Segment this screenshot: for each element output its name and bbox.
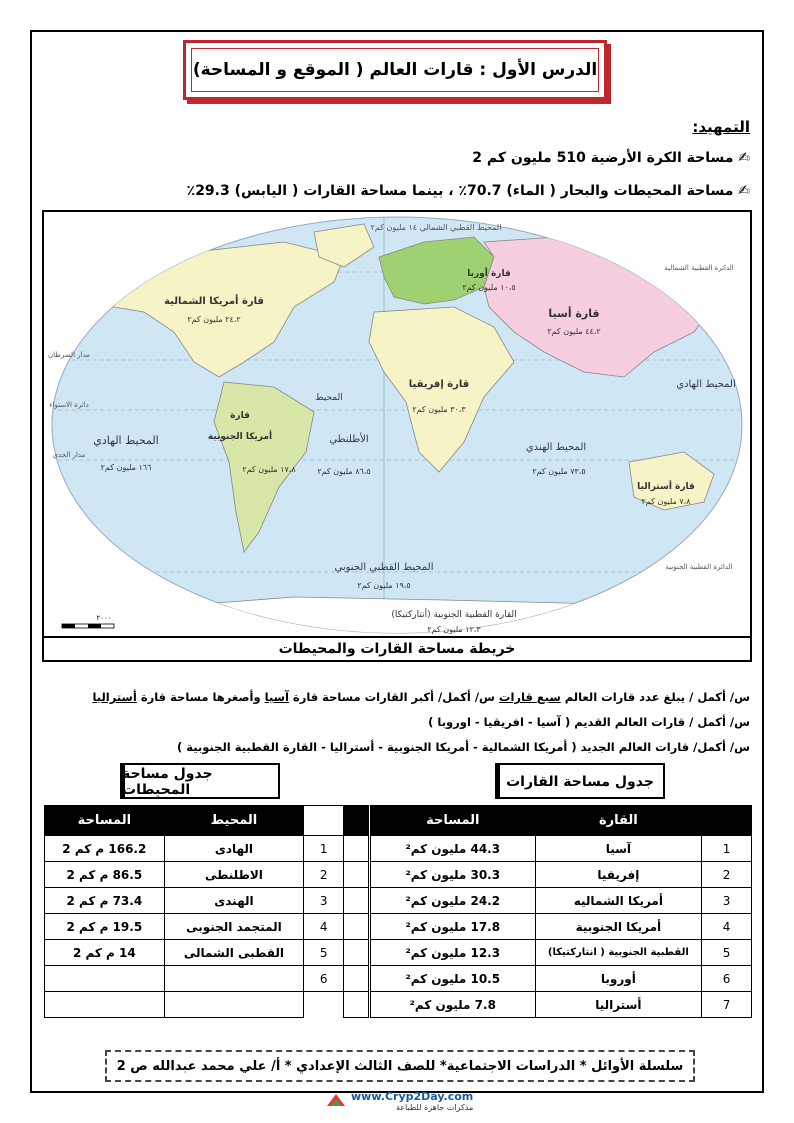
continent-area: 7.8 مليون كم² — [371, 992, 536, 1018]
label-equator: دائرة الاستواء — [49, 401, 89, 409]
ocean-area: 73.4 م كم 2 — [45, 888, 165, 914]
map-scale-label: ٢٠٠٠ — [96, 614, 112, 622]
continent-name: آسيا — [535, 836, 702, 862]
lesson-title-box — [183, 40, 607, 100]
continent-area: 10.5 مليون كم² — [371, 966, 536, 992]
label-europe-area: ١٠،٥ مليون كم٢ — [462, 283, 516, 292]
ocean-name — [164, 966, 304, 992]
question-1-answer-1: سبع قارات — [498, 690, 561, 704]
continent-name: أمريكا الشماليه — [535, 888, 702, 914]
table-row — [371, 992, 752, 1018]
logo-subtitle: مذكرات جاهزة للطباعة — [395, 1103, 474, 1112]
continent-index: 2 — [702, 862, 752, 888]
table-row — [371, 966, 752, 992]
table-row — [45, 992, 369, 1018]
ocean-name: القطبى الشمالى — [164, 940, 304, 966]
logo-icon — [325, 1092, 347, 1110]
table-row — [45, 914, 369, 940]
intro-heading: التمهيد: — [692, 118, 750, 136]
continent-index: 5 — [702, 940, 752, 966]
intro-line-earth-area: ✍ مساحة الكرة الأرضية 510 مليون كم 2 — [472, 150, 750, 166]
label-cancer: مدار السرطان — [47, 351, 91, 359]
ocean-name: الاطلنطى — [164, 862, 304, 888]
label-australia: قارة أستراليا — [637, 482, 695, 492]
label-indian: المحيط الهندي — [525, 442, 587, 453]
continent-area: 44.3 مليون كم² — [371, 836, 536, 862]
table-row — [371, 862, 752, 888]
ocean-index: 3 — [304, 888, 344, 914]
ocean-index: 2 — [304, 862, 344, 888]
label-antarctic-circle: الدائرة القطبية الجنوبية — [665, 563, 733, 571]
continent-index: 6 — [702, 966, 752, 992]
label-australia-area: ٧،٨ مليون كم٢ — [641, 497, 691, 506]
label-pacific-west: المحيط الهادي — [93, 434, 159, 447]
continent-index: 7 — [702, 992, 752, 1018]
ocean-index: 5 — [304, 940, 344, 966]
ocean-name: المتجمد الجنوبى — [164, 914, 304, 940]
continent-area: 12.3 مليون كم² — [371, 940, 536, 966]
footer-series-credit: سلسلة الأوائل * الدراسات الاجتماعية* للصف الثالث الإعدادي * أ/ علي محمد عبدالله ص 2 — [105, 1050, 695, 1082]
question-1 — [92, 690, 750, 704]
ocean-index: 1 — [304, 836, 344, 862]
label-southern-ocean: المحيط القطبي الجنوبي — [334, 562, 434, 573]
label-antarctica: القارة القطبية الجنوبية (أنتاركتيكا) — [391, 610, 517, 620]
label-capricorn: مدار الجدي — [52, 451, 86, 459]
label-arctic-ocean: المحيط القطبي الشمالي ١٤ مليون كم٢ — [370, 223, 502, 232]
continent-name: أستراليا — [535, 992, 702, 1018]
table-row — [371, 888, 752, 914]
continents-table — [370, 805, 752, 1018]
continent-name: أوروبا — [535, 966, 702, 992]
world-map — [42, 210, 752, 662]
ocean-index: 6 — [304, 966, 344, 992]
table-row — [45, 966, 369, 992]
ocean-index: 4 — [304, 914, 344, 940]
continent-area: 17.8 مليون كم² — [371, 914, 536, 940]
world-map-svg — [44, 212, 750, 638]
ocean-name: الهادى — [164, 836, 304, 862]
label-southern-ocean-area: ١٩،٥ مليون كم٢ — [357, 581, 411, 590]
continent-area: 24.2 مليون كم² — [371, 888, 536, 914]
question-1-answer-2: آسيا — [264, 690, 289, 704]
logo-site: www.Cryp2Day.com — [351, 1090, 474, 1103]
continent-index: 3 — [702, 888, 752, 914]
ocean-area: 14 م كم 2 — [45, 940, 165, 966]
table-row — [45, 836, 369, 862]
table-row — [371, 914, 752, 940]
oceans-table-header — [45, 806, 369, 836]
oceans-col-name: المحيط — [164, 806, 304, 836]
label-south-america-1: قارة — [230, 411, 250, 421]
label-arctic-circle: الدائرة القطبية الشمالية — [664, 264, 734, 272]
label-indian-area: ٧٣،٥ مليون كم٢ — [532, 467, 586, 476]
continent-name: إفريقيا — [535, 862, 702, 888]
table-row — [45, 862, 369, 888]
intro-line-water-land: ✍ مساحة المحيطات والبحار ( الماء) 70.7٪ ، بينما مساحة القارات ( اليابس) 29.3٪ — [186, 183, 750, 199]
table-row — [45, 940, 369, 966]
question-1-part-b: س/ أكمل/ أكبر القارات مساحة قارة — [288, 690, 499, 704]
continents-col-area: المساحة — [371, 806, 536, 836]
continents-col-name: القارة — [535, 806, 702, 836]
label-africa-area: ٣٠،٣ مليون كم٢ — [412, 405, 466, 414]
continent-index: 1 — [702, 836, 752, 862]
question-1-part-a: س/ أكمل / يبلغ عدد قارات العالم — [560, 690, 750, 704]
table-row — [371, 836, 752, 862]
site-logo — [325, 1090, 473, 1112]
label-europe: قارة أوربا — [467, 269, 511, 279]
map-caption: خريطة مساحة القارات والمحيطات — [44, 636, 750, 660]
label-north-america-area: ٢٤،٢ مليون كم٢ — [187, 315, 241, 324]
ocean-area: 19.5 م كم 2 — [45, 914, 165, 940]
ocean-area — [45, 966, 165, 992]
ocean-area: 166.2 م كم 2 — [45, 836, 165, 862]
label-asia: قارة أسيا — [548, 307, 600, 320]
continent-name: أمريكا الجنوبية — [535, 914, 702, 940]
question-1-answer-3: أستراليا — [92, 690, 137, 704]
continent-name: القطبية الجنوبية ( انتاركتيكا) — [535, 940, 702, 966]
table-row — [371, 940, 752, 966]
question-3: س/ أكمل/ قارات العالم الجديد ( أمريكا الشمالية - أمريكا الجنوبية - أستراليا - القارة القطبية الجنوبية ) — [177, 740, 750, 754]
table-row — [45, 888, 369, 914]
oceans-col-area: المساحة — [45, 806, 165, 836]
continents-table-header — [371, 806, 752, 836]
ocean-area: 86.5 م كم 2 — [45, 862, 165, 888]
label-asia-area: ٤٤،٢ مليون كم٢ — [547, 327, 601, 336]
label-south-america-area: ١٧،٨ مليون كم٢ — [242, 465, 296, 474]
label-atlantic-1: المحيط — [315, 393, 343, 403]
label-atlantic-2: الأطلنطي — [329, 434, 369, 445]
label-north-america: قارة أمريكا الشمالية — [164, 296, 264, 307]
oceans-table-title: جدول مساحة المحيطات — [120, 763, 280, 799]
label-africa: قارة إفريقيا — [408, 379, 470, 390]
continents-table-title: جدول مساحة القارات — [495, 763, 665, 799]
label-pacific-west-area: ١٦٦ مليون كم٢ — [100, 463, 152, 472]
label-antarctica-area: ١٢،٣ مليون كم٢ — [427, 625, 481, 634]
lesson-title: الدرس الأول : قارات العالم ( الموقع و المساحة) — [191, 48, 599, 92]
label-atlantic-area: ٨٦،٥ مليون كم٢ — [317, 467, 371, 476]
continent-index: 4 — [702, 914, 752, 940]
oceans-table — [44, 805, 369, 1018]
question-1-part-c: وأصغرها مساحة قارة — [136, 690, 265, 704]
label-south-america-2: أمريكا الجنوبية — [207, 432, 273, 442]
label-pacific-east: المحيط الهادي — [676, 379, 736, 390]
question-2: س/ أكمل / قارات العالم القديم ( آسيا - افريقيا - اوروبا ) — [428, 715, 750, 729]
ocean-name: الهندى — [164, 888, 304, 914]
continent-area: 30.3 مليون كم² — [371, 862, 536, 888]
